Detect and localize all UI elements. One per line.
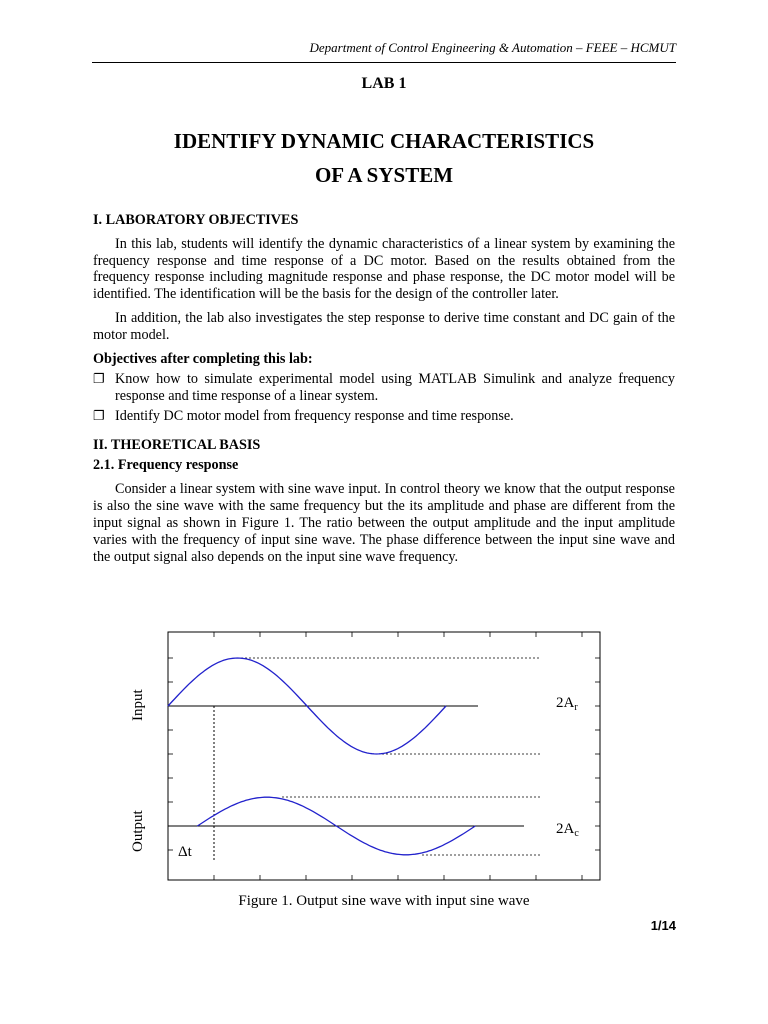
figure-1-chart (122, 628, 612, 884)
header-text: Department of Control Engineering & Automation – FEEE – HCMUT (309, 40, 676, 55)
section2-paragraph-1: Consider a linear system with sine wave input. In control theory we know that the output response is also the sine wave with the same frequency but the its amplitude and phase are different from the input signal as shown in Figure 1. The ratio between the output amplitude and the input amplitude varies with the frequency of input sine wave. The phase difference between the input sine wave and the output signal also depends on the input sine wave frequency. (93, 481, 675, 565)
main-content (93, 212, 675, 572)
objective-item (93, 408, 675, 425)
document-title-line1: IDENTIFY DYNAMIC CHARACTERISTICS (173, 129, 595, 153)
input-axis-label: Input (130, 689, 146, 721)
page-header (92, 40, 676, 63)
dashed-guides (237, 658, 540, 855)
subsection-heading: 2.1. Frequency response (93, 456, 239, 473)
input-amplitude-sub: r (574, 702, 578, 713)
section1-paragraph-2: In addition, the lab also investigates the step response to derive time constant and DC gain of the motor model. (93, 309, 675, 343)
figure-frame (168, 632, 600, 880)
figure-caption: Figure 1. Output sine wave with input sine wave (238, 893, 530, 909)
delta-t-label: Δt (178, 844, 192, 860)
objectives-heading: Objectives after completing this lab: (93, 350, 313, 367)
input-amplitude-main: 2A (556, 695, 575, 711)
document-title-line2: OF A SYSTEM (314, 163, 454, 187)
checkbox-bullet-icon: ❐ (93, 371, 105, 387)
objective-text: Identify DC motor model from frequency response and time response. (115, 407, 514, 424)
section1-paragraph-1: In this lab, students will identify the dynamic characteristics of a linear system by examining the frequency response and time response of a DC motor. Based on the results obtained from the frequency response including magnitude response and phase response, the DC motor model will be identified. The identification will be the basis for the design of the controller later. (93, 235, 675, 303)
output-amplitude-main: 2A (556, 821, 575, 837)
document-title (0, 124, 768, 192)
objective-item (93, 371, 675, 405)
input-amplitude-label (556, 695, 578, 713)
checkbox-bullet-icon: ❐ (93, 407, 105, 423)
output-axis-label: Output (130, 810, 146, 852)
output-amplitude-sub: c (574, 828, 579, 839)
output-amplitude-label (556, 821, 579, 839)
objective-text: Know how to simulate experimental model using MATLAB Simulink and analyze frequency response and time response of a linear system. (115, 371, 675, 405)
page-number: 1/14 (650, 918, 676, 933)
axis-ticks (168, 632, 600, 880)
figure-1 (122, 628, 612, 884)
section1-heading: I. LABORATORY OBJECTIVES (93, 212, 299, 228)
section2-heading: II. THEORETICAL BASIS (93, 436, 261, 453)
lab-title: LAB 1 (361, 75, 407, 92)
